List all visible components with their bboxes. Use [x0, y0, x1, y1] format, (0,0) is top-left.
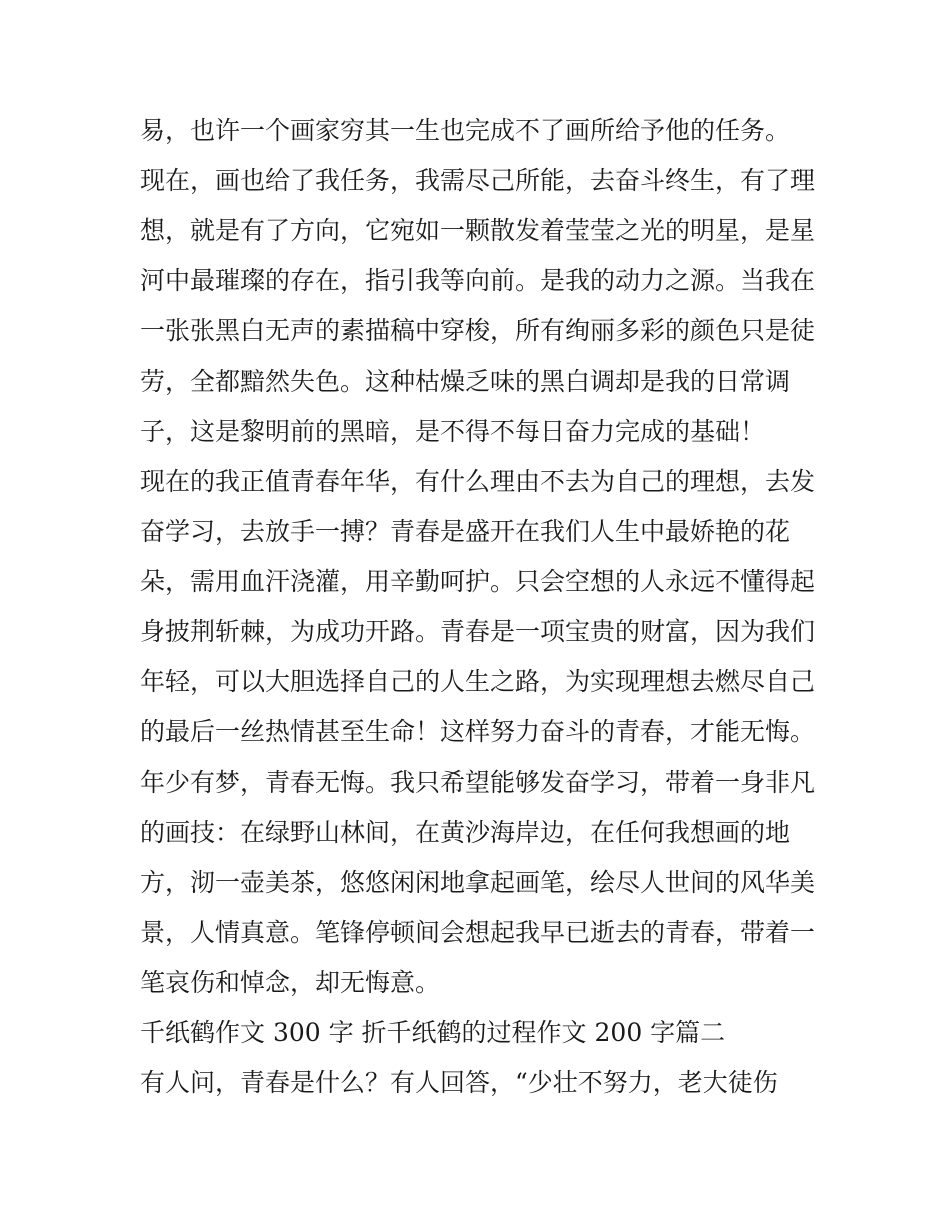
section-heading: 千纸鹤作文 300 字 折千纸鹤的过程作文 200 字篇二: [140, 1018, 726, 1047]
text-line: 劳，全都黯然失色。这种枯燥乏味的黑白调却是我的日常调: [140, 367, 791, 396]
text-line: 的最后一丝热情甚至生命！这样努力奋斗的青春，才能无悔。: [140, 717, 816, 746]
text-line: 河中最璀璨的存在，指引我等向前。是我的动力之源。当我在: [140, 266, 816, 295]
text-line: 朵，需用血汗浇灌，用辛勤呵护。只会空想的人永远不懂得起: [140, 567, 816, 596]
text-line: 想，就是有了方向，它宛如一颗散发着莹莹之光的明星，是星: [140, 216, 816, 245]
text-line: 现在的我正值青春年华，有什么理由不去为自己的理想，去发: [140, 467, 816, 496]
text-line: 的画技：在绿野山林间，在黄沙海岸边，在任何我想画的地: [140, 818, 791, 847]
text-line: 方，沏一壶美茶，悠悠闲闲地拿起画笔，绘尽人世间的风华美: [140, 868, 816, 897]
text-line: 笔哀伤和悼念，却无悔意。: [140, 968, 441, 997]
text-line: 子，这是黎明前的黑暗，是不得不每日奋力完成的基础！: [140, 417, 766, 446]
text-line: 身披荆斩棘，为成功开路。青春是一项宝贵的财富，因为我们: [140, 617, 816, 646]
text-line: 奋学习，去放手一搏？青春是盛开在我们人生中最娇艳的花: [140, 517, 791, 546]
text-line: 易，也许一个画家穷其一生也完成不了画所给予他的任务。: [140, 116, 791, 145]
text-line: 年少有梦，青春无悔。我只希望能够发奋学习，带着一身非凡: [140, 768, 816, 797]
text-line: 现在，画也给了我任务，我需尽己所能，去奋斗终生，有了理: [140, 166, 816, 195]
text-line: 年轻，可以大胆选择自己的人生之路，为实现理想去燃尽自己: [140, 667, 816, 696]
text-line: 一张张黑白无声的素描稿中穿梭，所有绚丽多彩的颜色只是徒: [140, 316, 816, 345]
text-line: 景，人情真意。笔锋停顿间会想起我早已逝去的青春，带着一: [140, 918, 816, 947]
text-line: 有人问，青春是什么？有人回答，“少壮不努力，老大徒伤: [140, 1068, 778, 1097]
